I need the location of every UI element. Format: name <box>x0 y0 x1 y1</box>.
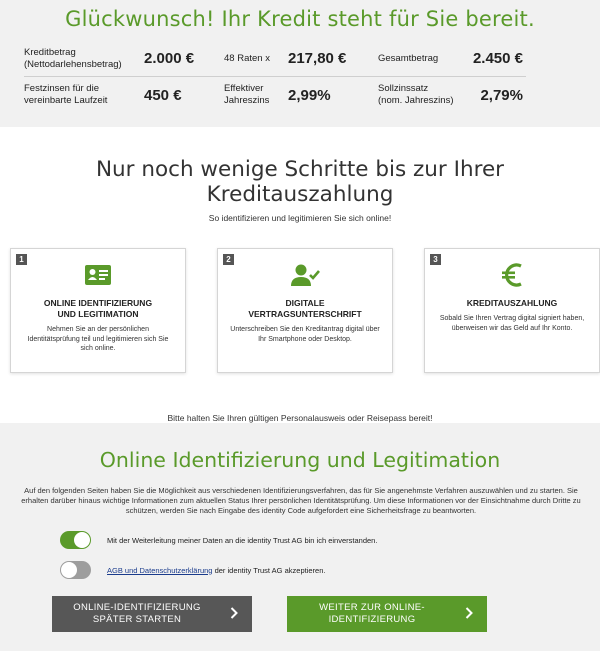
continue-label: WEITER ZUR ONLINE- IDENTIFIZIERUNG <box>319 602 425 625</box>
identification-title: Online Identifizierung und Legitimation <box>99 448 501 472</box>
step-text: Unterschreiben Sie den Kreditantrag digital über Ihr Smartphone oder Desktop. <box>230 326 380 343</box>
toggle-knob <box>74 532 90 548</box>
offer-row-2 <box>24 77 526 113</box>
nominal-rate-label: Sollzinssatz (nom. Jahreszins) <box>378 83 454 106</box>
step-text: Nehmen Sie an der persönlichen Identitätsprüfung teil und legitimieren sich Sie sich online. <box>27 326 169 352</box>
start-later-label: ONLINE-IDENTIFIZIERUNG SPÄTER STARTEN <box>73 602 201 625</box>
consent-terms <box>60 558 600 582</box>
id-document-notice: Bitte halten Sie Ihren gültigen Personalausweis oder Reisepass bereit! <box>167 413 433 423</box>
total-value: 2.450 € <box>472 50 523 67</box>
step-card-payout <box>424 248 600 373</box>
chevron-right-icon <box>230 607 238 619</box>
offer-grid <box>24 41 526 113</box>
step-text: Sobald Sie Ihren Vertrag digital signiert haben, überweisen wir das Geld auf Ihr Konto. <box>439 315 585 332</box>
identification-description: Auf den folgenden Seiten haben Sie die Möglichkeit aus verschiedenen Identifizierungsverfahren, das für Sie angenehmste Verfahren auszuwählen und zu starten. Sie erhalten darüber hinaus wichtige Informationen zum aktuellen Status Ihrer persönlichen Identitätsprüfung. Um diese Informationen vor der Einsichtnahme durch Dritte zu schützen, werden Sie nach Eingabe des identity Code aufgefordert eine Sicherheitsfrage zu beantworten. <box>21 486 581 515</box>
euro-icon <box>425 261 599 289</box>
steps-heading: Nur noch wenige Schritte bis zur Ihrer Kreditauszahlung <box>95 157 505 207</box>
step-title: KREDITAUSZAHLUNG <box>466 298 558 308</box>
chevron-right-icon <box>465 607 473 619</box>
data-transfer-toggle[interactable] <box>60 531 91 549</box>
step-card-identification <box>10 248 186 373</box>
step-card-signature <box>217 248 393 373</box>
apr-value: 2,99% <box>288 86 331 104</box>
terms-toggle[interactable] <box>60 561 91 579</box>
loan-amount-value: 2.000 € <box>144 50 195 67</box>
offer-title: Glückwunsch! Ihr Kredit steht für Sie bereit. <box>65 7 535 31</box>
nominal-rate-value: 2,79% <box>480 86 523 104</box>
terms-label <box>107 566 325 575</box>
continue-identification-button[interactable] <box>287 596 487 632</box>
interest-label: Festzinsen für die vereinbarte Laufzeit <box>24 83 108 106</box>
id-card-icon <box>11 261 185 289</box>
rates-value: 217,80 € <box>288 50 347 67</box>
action-buttons <box>52 596 600 632</box>
total-label: Gesamtbetrag <box>378 52 439 64</box>
rates-label: 48 Raten x <box>224 52 270 64</box>
identification-section <box>0 423 600 651</box>
steps-cards <box>10 248 600 373</box>
consent-data-transfer <box>60 528 600 552</box>
terms-link[interactable]: AGB und Datenschutzerklärung <box>107 565 213 575</box>
step-title: DIGITALE VERTRAGSUNTERSCHRIFT <box>248 298 362 319</box>
interest-value: 450 € <box>144 86 182 104</box>
terms-label-text: der identity Trust AG akzeptieren. <box>212 565 326 575</box>
user-check-icon <box>218 261 392 289</box>
step-number: 1 <box>16 254 27 265</box>
step-number: 3 <box>430 254 441 265</box>
loan-amount-label: Kreditbetrag (Nettodarlehensbetrag) <box>24 46 122 70</box>
step-number: 2 <box>223 254 234 265</box>
toggle-knob <box>61 562 77 578</box>
step-title: ONLINE IDENTIFIZIERUNG UND LEGITIMATION <box>43 298 153 319</box>
data-transfer-label: Mit der Weiterleitung meiner Daten an die identity Trust AG bin ich einverstanden. <box>107 535 378 545</box>
steps-subheading: So identifizieren und legitimieren Sie sich online! <box>208 213 392 223</box>
start-later-button[interactable] <box>52 596 252 632</box>
offer-summary <box>0 0 600 127</box>
apr-label: Effektiver Jahreszins <box>224 83 270 106</box>
offer-row-1 <box>24 41 526 77</box>
